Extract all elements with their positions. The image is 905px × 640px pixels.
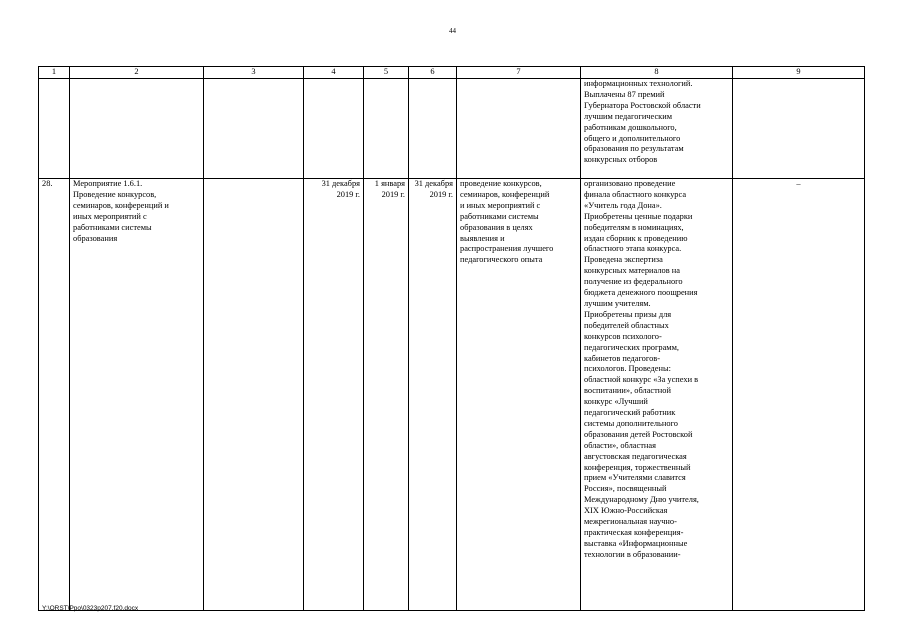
text-line: иных мероприятий с <box>73 211 147 221</box>
text-line: педагогического опыта <box>460 255 543 265</box>
text-line: победителей областных <box>584 320 669 330</box>
cell <box>204 79 304 179</box>
file-path-footer: Y:\ORST\Ppo\0323p207.f20.docx <box>42 605 139 612</box>
text-line: 2019 г. <box>429 189 453 199</box>
text-line: победителям в номинациях, <box>584 222 684 232</box>
row-number: 28. <box>39 179 70 611</box>
text-line: педагогический работник <box>584 408 676 418</box>
cell <box>364 79 409 179</box>
cell <box>409 79 457 179</box>
text-line: Губернатора Ростовской области <box>584 100 701 110</box>
cell <box>457 79 581 179</box>
notes: – <box>733 179 865 611</box>
text-line: межрегиональная научно- <box>584 517 677 527</box>
text-line: общего и дополнительного <box>584 133 681 143</box>
text-line: практическая конференция- <box>584 528 684 537</box>
text-line: 31 декабря <box>414 179 453 188</box>
column-header-5: 5 <box>364 67 409 79</box>
text-line: распространения лучшего <box>460 244 554 254</box>
text-line: областного этапа конкурса. <box>584 244 682 254</box>
text-line: получение из федерального <box>584 277 683 287</box>
actual-end-date <box>409 179 457 611</box>
text-line: финала областного конкурса <box>584 189 687 199</box>
text-line: Проведение конкурсов, <box>73 189 157 199</box>
text-line: лучшим учителям. <box>584 298 651 308</box>
text-line: выявления и <box>460 233 505 243</box>
continuation-result-text <box>581 79 733 179</box>
text-line: конкурс «Лучший <box>584 397 648 407</box>
text-line: Мероприятие 1.6.1. <box>73 179 143 188</box>
results-table <box>38 66 865 611</box>
text-line: системы дополнительного <box>584 418 678 428</box>
column-header-3: 3 <box>204 67 304 79</box>
actual-result <box>581 179 733 611</box>
text-line: психологов. Проведены: <box>584 364 671 374</box>
text-line: лучшим педагогическим <box>584 111 673 121</box>
column-header-4: 4 <box>304 67 364 79</box>
text-line: образования детей Ростовской <box>584 429 693 439</box>
text-line: семинаров, конференций <box>460 189 550 199</box>
actual-start-date <box>364 179 409 611</box>
column-header-1: 1 <box>39 67 70 79</box>
text-line: 2019 г. <box>336 189 360 199</box>
cell <box>304 79 364 179</box>
page-number: 44 <box>449 27 456 35</box>
text-line: 1 января <box>374 179 405 188</box>
column-header-7: 7 <box>457 67 581 79</box>
text-line: издан сборник к проведению <box>584 233 688 243</box>
text-line: Россия», посвященный <box>584 484 667 494</box>
responsible-executor <box>204 179 304 611</box>
text-line: технологии в образовании- <box>584 549 681 559</box>
text-line: конкурсных материалов на <box>584 266 680 276</box>
column-header-2: 2 <box>70 67 204 79</box>
text-line: образования в целях <box>460 222 533 232</box>
text-line: выставка «Информационные <box>584 538 688 548</box>
text-line: Проведена экспертиза <box>584 255 663 265</box>
text-line: и иных мероприятий с <box>460 200 541 210</box>
text-line: «Учитель года Дона». <box>584 200 662 210</box>
text-line: августовская педагогическая <box>584 451 687 461</box>
text-line: конференция, торжественный <box>584 462 691 472</box>
table-row-continuation <box>39 79 865 179</box>
activity-name <box>70 179 204 611</box>
text-line: кабинетов педагогов- <box>584 353 661 363</box>
text-line: организовано проведение <box>584 179 676 188</box>
text-line: Приобретены призы для <box>584 309 672 319</box>
column-header-9: 9 <box>733 67 865 79</box>
text-line: бюджета денежного поощрения <box>584 288 698 298</box>
text-line: областной конкурс «За успехи в <box>584 375 699 385</box>
text-line: педагогических программ, <box>584 342 679 352</box>
cell <box>733 79 865 179</box>
text-line: конкурсных отборов <box>584 155 658 165</box>
column-header-8: 8 <box>581 67 733 79</box>
table-row-28 <box>39 179 865 611</box>
text-line: работникам дошкольного, <box>584 122 677 132</box>
planned-end-date <box>304 179 364 611</box>
text-line: воспитании», областной <box>584 386 671 396</box>
planned-result <box>457 179 581 611</box>
text-line: прием «Учителями славится <box>584 473 686 483</box>
header-row <box>39 67 865 79</box>
cell <box>39 79 70 179</box>
text-line: образования <box>73 233 118 243</box>
text-line: 2019 г. <box>381 189 405 199</box>
text-line: работниками системы <box>460 211 539 221</box>
text-line: Международному Дню учителя, <box>584 495 699 505</box>
cell <box>70 79 204 179</box>
text-line: Приобретены ценные подарки <box>584 211 693 221</box>
text-line: информационных технологий. <box>584 79 693 88</box>
text-line: образования по результатам <box>584 144 684 154</box>
column-header-6: 6 <box>409 67 457 79</box>
text-line: XIX Южно-Российская <box>584 506 668 516</box>
text-line: проведение конкурсов, <box>460 179 542 188</box>
text-line: области», областная <box>584 440 656 450</box>
text-line: Выплачены 87 премий <box>584 89 665 99</box>
text-line: конкурсов психолого- <box>584 331 662 341</box>
text-line: 31 декабря <box>321 179 360 188</box>
text-line: работниками системы <box>73 222 152 232</box>
text-line: семинаров, конференций и <box>73 200 169 210</box>
